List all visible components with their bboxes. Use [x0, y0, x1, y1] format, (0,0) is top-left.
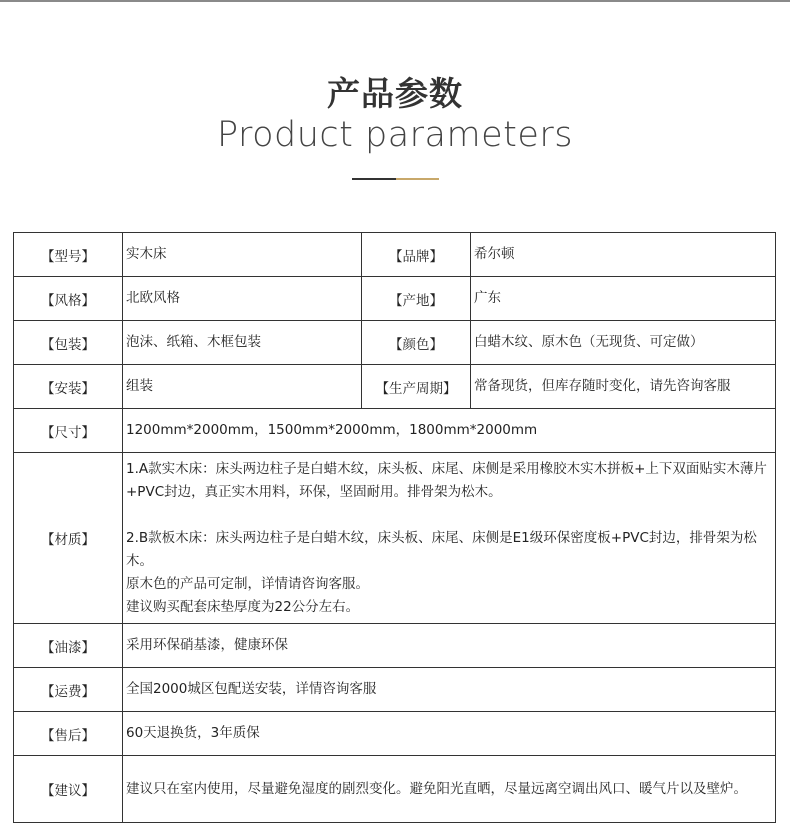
aftersale-value: 60天退换货，3年质保	[123, 712, 776, 756]
paint-value: 采用环保硝基漆，健康环保	[123, 624, 776, 668]
install-value: 组装	[123, 365, 362, 409]
table-row-style	[14, 277, 776, 321]
material-value	[123, 453, 776, 624]
parameters-table	[13, 232, 776, 823]
section-title: 产品参数	[327, 74, 463, 113]
size-value: 1200mm*2000mm，1500mm*2000mm，1800mm*2000mm	[123, 409, 776, 453]
material-line: 建议购买配套床垫厚度为22公分左右。	[126, 598, 360, 615]
color-label: 【颜色】	[362, 321, 471, 365]
table-row-material	[14, 453, 776, 624]
origin-value: 广东	[471, 277, 776, 321]
table-row-size	[14, 409, 776, 453]
table-row-packing	[14, 321, 776, 365]
advice-label: 【建议】	[14, 756, 123, 823]
table-row-model	[14, 233, 776, 277]
size-label: 【尺寸】	[14, 409, 123, 453]
install-label: 【安装】	[14, 365, 123, 409]
shipping-label: 【运费】	[14, 668, 123, 712]
material-line: 2.B款板木床：床头两边柱子是白蜡木纹，床头板、床尾、床侧是E1级环保密度板+PVC封边，排骨架为松木。	[126, 529, 757, 569]
material-line: 原木色的产品可定制，详情请咨询客服。	[126, 575, 369, 592]
style-value: 北欧风格	[123, 277, 362, 321]
packing-label: 【包装】	[14, 321, 123, 365]
table-row-shipping	[14, 668, 776, 712]
title-divider-gold	[396, 178, 439, 180]
brand-label: 【品牌】	[362, 233, 471, 277]
material-label: 【材质】	[14, 453, 123, 624]
material-line: 1.A款实木床：床头两边柱子是白蜡木纹，床头板、床尾、床侧是采用橡胶木实木拼板+上下双面贴实木薄片+PVC封边，真正实木用料，环保，坚固耐用。排骨架为松木。	[126, 460, 767, 500]
color-value: 白蜡木纹、原木色（无现货、可定做）	[471, 321, 776, 365]
shipping-value: 全国2000城区包配送安装，详情咨询客服	[123, 668, 776, 712]
title-divider-dark	[352, 178, 396, 180]
origin-label: 【产地】	[362, 277, 471, 321]
style-label: 【风格】	[14, 277, 123, 321]
table-row-install	[14, 365, 776, 409]
cycle-label: 【生产周期】	[362, 365, 471, 409]
model-label: 【型号】	[14, 233, 123, 277]
advice-value: 建议只在室内使用，尽量避免湿度的剧烈变化。避免阳光直晒，尽量远离空调出风口、暖气片以及壁炉。	[123, 756, 776, 823]
table-row-paint	[14, 624, 776, 668]
section-subtitle: Product parameters	[216, 115, 574, 155]
top-rule	[0, 0, 790, 2]
paint-label: 【油漆】	[14, 624, 123, 668]
aftersale-label: 【售后】	[14, 712, 123, 756]
model-value: 实木床	[123, 233, 362, 277]
packing-value: 泡沫、纸箱、木框包装	[123, 321, 362, 365]
brand-value: 希尔顿	[471, 233, 776, 277]
table-row-aftersale	[14, 712, 776, 756]
cycle-value: 常备现货，但库存随时变化，请先咨询客服	[471, 365, 776, 409]
table-row-advice	[14, 756, 776, 823]
